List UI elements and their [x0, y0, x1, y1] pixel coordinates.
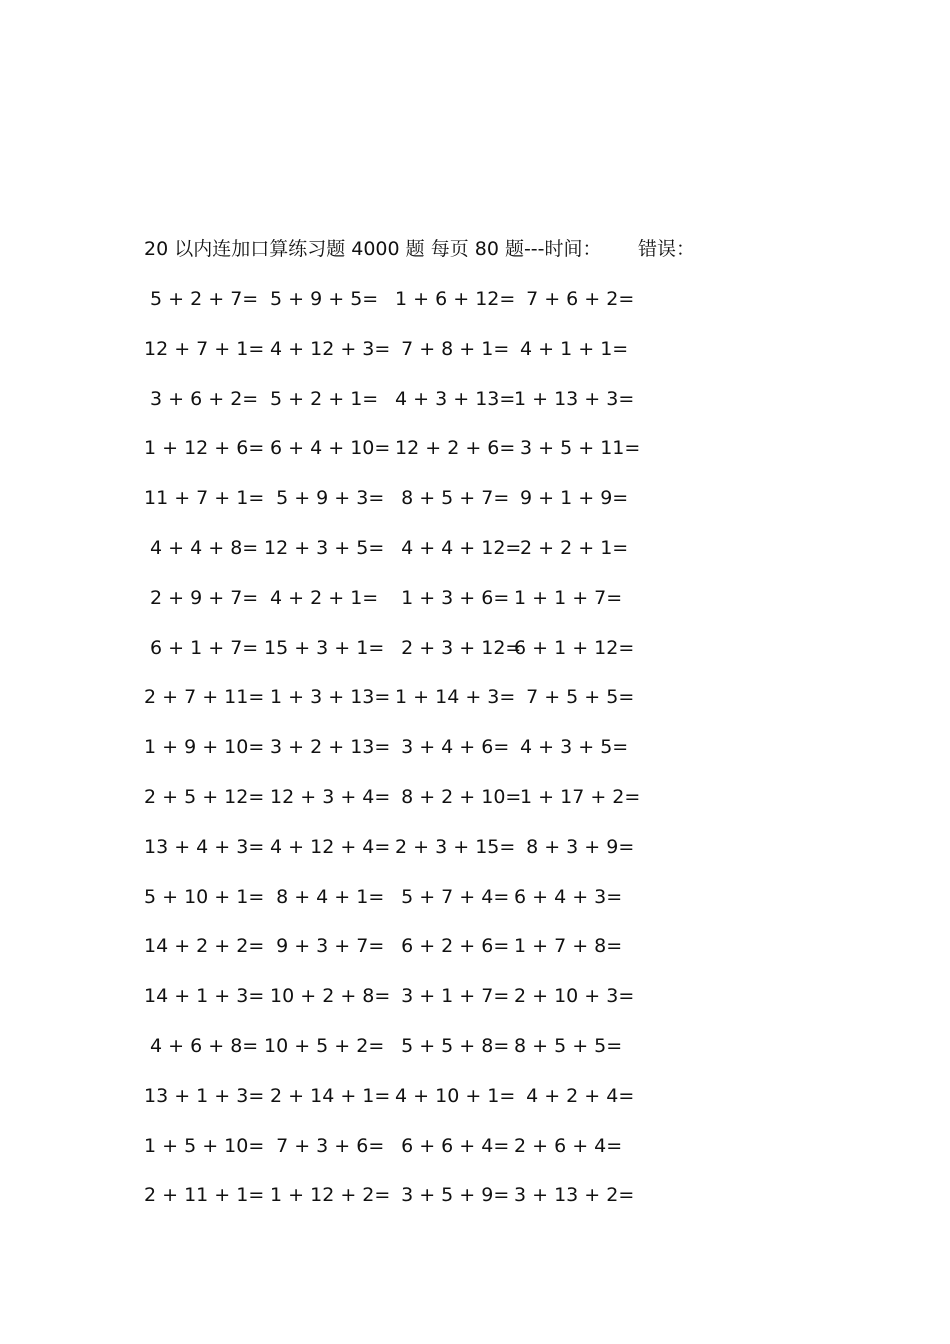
problem-item: 2 + 6 + 4=: [514, 1134, 623, 1157]
problem-item: 2 + 10 + 3=: [514, 985, 635, 1008]
problem-item: 5 + 5 + 8=: [389, 1035, 510, 1057]
worksheet-header: [144, 236, 696, 262]
problem-item: 1 + 13 + 3=: [514, 387, 635, 410]
problem-row: [144, 883, 664, 911]
problem-row: [144, 434, 664, 462]
problem-item: 1 + 9 + 10=: [144, 736, 265, 759]
problem-item: 5 + 9 + 3=: [264, 487, 385, 510]
problem-item: 4 + 4 + 8=: [144, 537, 259, 559]
problem-item: 2 + 9 + 7=: [144, 586, 259, 609]
problem-item: 3 + 13 + 2=: [514, 1184, 635, 1207]
problem-item: 1 + 1 + 7=: [514, 586, 623, 609]
problem-item: 1 + 3 + 13=: [264, 686, 391, 709]
problem-row: [144, 385, 664, 413]
problem-item: 4 + 3 + 5=: [514, 736, 629, 759]
problem-item: 9 + 1 + 9=: [514, 487, 629, 510]
problem-item: 8 + 5 + 7=: [389, 487, 510, 510]
problem-item: 2 + 5 + 12=: [144, 786, 265, 808]
problem-item: 12 + 2 + 6=: [389, 437, 516, 460]
problem-item: 5 + 2 + 1=: [264, 387, 379, 410]
problem-item: 2 + 3 + 15=: [389, 835, 516, 858]
problem-row: [144, 634, 664, 662]
problem-item: 4 + 6 + 8=: [144, 1035, 259, 1057]
problem-item: 10 + 5 + 2=: [264, 1035, 385, 1057]
problem-item: 6 + 1 + 12=: [514, 636, 635, 659]
problem-row: [144, 1132, 664, 1160]
problem-item: 4 + 12 + 3=: [264, 337, 391, 360]
problem-row: [144, 1181, 664, 1209]
problem-item: 2 + 14 + 1=: [264, 1084, 391, 1107]
problem-item: 4 + 3 + 13=: [389, 387, 516, 410]
problem-item: 6 + 2 + 6=: [389, 935, 510, 958]
problem-row: [144, 833, 664, 861]
problem-item: 4 + 2 + 4=: [514, 1084, 635, 1107]
problem-item: 6 + 4 + 3=: [514, 885, 623, 908]
problem-item: 7 + 6 + 2=: [514, 288, 635, 310]
problem-item: 5 + 7 + 4=: [389, 885, 510, 908]
problem-item: 4 + 4 + 12=: [389, 537, 522, 559]
problem-item: 1 + 14 + 3=: [389, 686, 516, 709]
problem-item: 4 + 2 + 1=: [264, 586, 379, 609]
problem-item: 2 + 2 + 1=: [514, 537, 629, 559]
problem-item: 6 + 1 + 7=: [144, 636, 259, 659]
problem-item: 8 + 5 + 5=: [514, 1035, 623, 1057]
problem-item: 4 + 1 + 1=: [514, 337, 629, 360]
problem-item: 5 + 10 + 1=: [144, 885, 265, 908]
problem-row: [144, 733, 664, 761]
problem-item: 3 + 6 + 2=: [144, 387, 259, 410]
problem-item: 3 + 5 + 9=: [389, 1184, 510, 1207]
problem-item: 5 + 9 + 5=: [264, 288, 379, 310]
problem-item: 1 + 12 + 2=: [264, 1184, 391, 1207]
problem-item: 3 + 5 + 11=: [514, 437, 641, 460]
problem-item: 3 + 2 + 13=: [264, 736, 391, 759]
problem-item: 1 + 7 + 8=: [514, 935, 623, 958]
problem-row: [144, 683, 664, 711]
problem-item: 2 + 7 + 11=: [144, 686, 265, 709]
problem-item: 4 + 12 + 4=: [264, 835, 391, 858]
problem-item: 4 + 10 + 1=: [389, 1084, 516, 1107]
problem-item: 1 + 12 + 6=: [144, 437, 265, 460]
problem-row: [144, 335, 664, 363]
problem-item: 7 + 5 + 5=: [514, 686, 635, 709]
problem-item: 7 + 3 + 6=: [264, 1134, 385, 1157]
problem-item: 14 + 2 + 2=: [144, 935, 265, 958]
problem-item: 1 + 5 + 10=: [144, 1134, 265, 1157]
problem-item: 1 + 6 + 12=: [389, 288, 516, 310]
problem-item: 1 + 3 + 6=: [389, 586, 510, 609]
problem-item: 8 + 2 + 10=: [389, 786, 522, 808]
problem-item: 1 + 17 + 2=: [514, 786, 641, 808]
problem-item: 8 + 3 + 9=: [514, 835, 635, 858]
problem-item: 12 + 3 + 4=: [264, 786, 391, 808]
problem-item: 3 + 1 + 7=: [389, 985, 510, 1008]
problem-row: [144, 783, 664, 811]
problem-item: 12 + 3 + 5=: [264, 537, 385, 559]
problem-item: 15 + 3 + 1=: [264, 636, 385, 659]
problem-item: 8 + 4 + 1=: [264, 885, 385, 908]
errors-label: 错误：: [638, 238, 696, 260]
problem-item: 10 + 2 + 8=: [264, 985, 391, 1008]
problem-item: 5 + 2 + 7=: [144, 288, 259, 310]
problem-item: 7 + 8 + 1=: [389, 337, 510, 360]
worksheet-title: 20 以内连加口算练习题 4000 题 每页 80 题---时间：: [144, 238, 602, 260]
problem-item: 2 + 3 + 12=: [389, 636, 522, 659]
problem-item: 6 + 6 + 4=: [389, 1134, 510, 1157]
problem-row: [144, 932, 664, 960]
problem-item: 13 + 1 + 3=: [144, 1084, 265, 1107]
problem-row: [144, 1082, 664, 1110]
problem-row: [144, 584, 664, 612]
problem-row: [144, 285, 664, 313]
problem-item: 6 + 4 + 10=: [264, 437, 391, 460]
problem-row: [144, 982, 664, 1010]
problem-item: 2 + 11 + 1=: [144, 1184, 265, 1207]
problem-item: 3 + 4 + 6=: [389, 736, 510, 759]
problem-item: 14 + 1 + 3=: [144, 985, 265, 1008]
problem-item: 9 + 3 + 7=: [264, 935, 385, 958]
problem-row: [144, 534, 664, 562]
problem-item: 13 + 4 + 3=: [144, 835, 265, 858]
problem-row: [144, 1032, 664, 1060]
problem-row: [144, 484, 664, 512]
problem-item: 11 + 7 + 1=: [144, 487, 265, 510]
problem-item: 12 + 7 + 1=: [144, 337, 265, 360]
